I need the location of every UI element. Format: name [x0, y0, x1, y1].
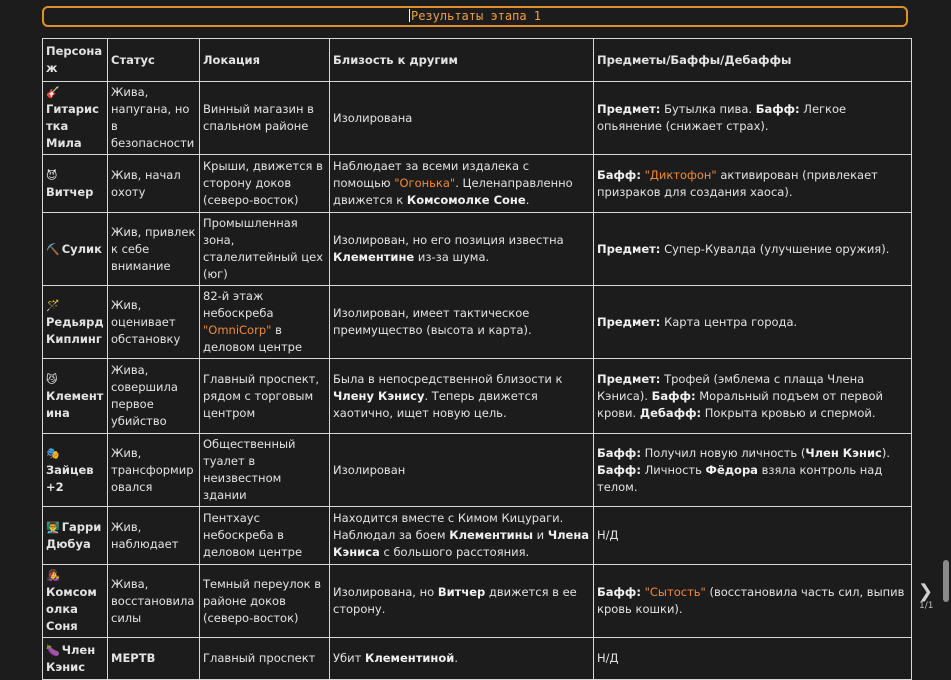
cell-location: Винный магазин в спальном районе: [200, 82, 330, 155]
teacher-icon: 👨‍🏫: [46, 520, 60, 534]
text: Бутылка пива.: [660, 102, 756, 116]
text: Изолирован, имеет тактическое преимущество (высота и карта).: [333, 306, 532, 337]
text: с большого расстояния.: [379, 545, 530, 559]
cell-items: [594, 359, 912, 434]
cell-location: Промышленная зона, сталелитейный цех (юг): [200, 213, 330, 286]
table-row: [43, 565, 912, 638]
table-row: [43, 434, 912, 507]
text: Карта центра города.: [660, 314, 798, 329]
cell-character: [43, 359, 108, 434]
character-name: Зайцев +2: [46, 462, 94, 494]
bold-text: Бафф:: [755, 102, 800, 116]
bold-text: Члена Кэниса: [333, 528, 590, 559]
text: Изолирована: [333, 110, 413, 125]
cell-location: [200, 286, 330, 359]
bold-text: Предмет:: [597, 371, 661, 386]
cell-character: [43, 213, 108, 286]
masks-icon: 🎭: [46, 446, 60, 460]
cell-items: [594, 286, 912, 359]
cell-items: [594, 434, 912, 507]
cell-status: Жива, напугана, но в безопасности: [108, 82, 200, 155]
bold-text: Клементиной: [364, 651, 455, 665]
text: Изолирован, но его позиция известна: [333, 233, 564, 247]
text: Н/Д: [597, 651, 619, 665]
cell-proximity: [330, 565, 594, 638]
page-indicator: 1/1: [919, 601, 934, 611]
text: Покрыта кровью и спермой.: [701, 405, 876, 420]
cell-items: [594, 155, 912, 213]
next-page-icon[interactable]: ❯: [918, 581, 934, 602]
text: . Целенаправленно движется к: [333, 176, 573, 207]
character-name: Сулик: [61, 241, 102, 256]
bold-text: Бафф:: [597, 167, 641, 182]
text: Изолирована, но: [333, 585, 438, 599]
bold-text: Комсомолке Соне: [406, 193, 526, 207]
stage-title: Результаты этапа 1: [410, 9, 542, 23]
cell-location: Крыши, движется в сторону доков (северо-восток): [200, 155, 330, 213]
text: активирован (привлекает призраков для создания хаоса).: [597, 167, 878, 199]
text: Убит: [333, 651, 365, 665]
bold-text: Предмет:: [597, 102, 661, 116]
cell-status: Жива, восстановила силы: [108, 565, 200, 638]
cell-items: [594, 638, 912, 680]
highlight-text: "Сытость": [644, 585, 706, 599]
cell-status: Жив, привлек к себе внимание: [108, 213, 200, 286]
bold-text: Витчер: [437, 585, 486, 599]
cell-proximity: [330, 213, 594, 286]
cell-proximity: [330, 507, 594, 565]
text: Моральный подъем от первой крови.: [597, 388, 884, 420]
devil-icon: 😈: [46, 168, 58, 182]
cell-status: Жив, начал охоту: [108, 155, 200, 213]
highlight-text: "OmniCorp": [203, 323, 272, 337]
table-row: [43, 155, 912, 213]
cell-items: [594, 213, 912, 286]
text: Супер-Кувалда (улучшение оружия).: [660, 241, 890, 256]
character-name: Гарри Дюбуа: [46, 519, 102, 551]
cell-proximity: [330, 638, 594, 680]
cell-location: Пентхаус небоскреба в деловом центре: [200, 507, 330, 565]
stage-title-bar: [42, 6, 908, 27]
text: ).: [881, 445, 890, 460]
character-name: Редьярд Киплинг: [46, 314, 104, 346]
singer-icon: 👩‍🎤: [46, 569, 60, 582]
text: .: [454, 651, 458, 665]
text: взяла контроль над телом.: [597, 462, 883, 494]
bold-text: Бафф:: [597, 462, 641, 477]
character-name: Клементина: [46, 388, 104, 420]
highlight-text: "Диктофон": [644, 167, 717, 182]
cell-location: Темный переулок в районе доков (северо-восток): [200, 565, 330, 638]
cell-proximity: [330, 434, 594, 507]
highlight-text: "Огонька": [394, 176, 456, 190]
header-items: Предметы/Баффы/Дебаффы: [594, 39, 912, 82]
scrollbar-thumb[interactable]: [943, 560, 949, 602]
text: движется в ее сторону.: [333, 585, 577, 616]
cat-icon: 😼: [46, 372, 58, 386]
header-proximity: Близость к другим: [330, 39, 594, 82]
cell-status: Жива, совершила первое убийство: [108, 359, 200, 434]
text: Находится вместе с Кимом Кицураги. Наблюдал за боем: [333, 511, 564, 542]
character-name: Гитаристка Мила: [46, 102, 99, 150]
cell-proximity: [330, 82, 594, 155]
cell-items: [594, 82, 912, 155]
cell-status: МЕРТВ: [108, 638, 200, 680]
text: из-за шума.: [414, 250, 490, 264]
cell-items: [594, 565, 912, 638]
text: (восстановила часть сил, выпив кровь кошки).: [597, 585, 905, 616]
cell-location: Общественный туалет в неизвестном здании: [200, 434, 330, 507]
header-status: Статус: [108, 39, 200, 82]
text: и: [533, 528, 548, 542]
text: Была в непосредственной близости к: [333, 371, 563, 386]
cell-character: [43, 155, 108, 213]
cell-character: [43, 507, 108, 565]
bold-text: Клементине: [333, 250, 415, 264]
text: Изолирован: [333, 462, 406, 477]
text: .: [525, 193, 530, 207]
bold-text: Предмет:: [597, 241, 661, 256]
bold-text: Дебафф:: [639, 405, 702, 420]
character-name: Витчер: [46, 184, 94, 199]
cell-character: [43, 82, 108, 155]
text: 82-й этаж небоскреба: [203, 289, 274, 320]
results-table: [42, 38, 912, 680]
bold-text: Члену Кэнису: [333, 388, 425, 403]
cell-character: [43, 434, 108, 507]
character-name: Комсомолка Соня: [46, 585, 97, 633]
table-row: [43, 82, 912, 155]
cell-status: Жив, оценивает обстановку: [108, 286, 200, 359]
table-row: [43, 213, 912, 286]
cell-location: Главный проспект, рядом с торговым центром: [200, 359, 330, 434]
wand-icon: 🪄: [46, 298, 60, 312]
text: Получил новую личность (: [640, 445, 806, 460]
bold-text: Бафф:: [651, 388, 696, 403]
table-body: [43, 82, 912, 680]
cell-proximity: [330, 155, 594, 213]
cell-status: Жив, трансформировался: [108, 434, 200, 507]
text: в деловом центре: [203, 323, 303, 354]
text: Личность: [640, 462, 706, 477]
guitar-icon: 🎸: [46, 86, 60, 99]
bold-text: Бафф:: [597, 445, 641, 460]
cell-status: Жив, наблюдает: [108, 507, 200, 565]
cell-character: [43, 638, 108, 680]
cell-items: [594, 507, 912, 565]
bold-text: Член Кэнис: [805, 445, 882, 460]
bold-text: Фёдора: [705, 462, 758, 477]
table-row: [43, 286, 912, 359]
header-location: Локация: [200, 39, 330, 82]
text: Н/Д: [597, 528, 619, 542]
table-header-row: [43, 39, 912, 82]
text: . Теперь движется хаотично, ищет новую цель.: [333, 388, 538, 420]
text: Легкое опьянение (снижает страх).: [597, 102, 847, 133]
bold-text: Клементины: [449, 528, 534, 542]
bold-text: Бафф:: [597, 585, 641, 599]
cell-proximity: [330, 286, 594, 359]
text-caret: [409, 9, 410, 22]
cell-proximity: [330, 359, 594, 434]
table-row: [43, 507, 912, 565]
text: Трофей (эмблема с плаща Члена Кэниса).: [597, 371, 865, 403]
character-name: Член Кэнис: [46, 642, 96, 674]
cell-character: [43, 565, 108, 638]
text: Наблюдает за всеми издалека с помощью: [333, 159, 530, 190]
table-row: [43, 638, 912, 680]
eggplant-icon: 🍆: [46, 643, 60, 657]
cell-location: Главный проспект: [200, 638, 330, 680]
header-character: Персонаж: [43, 39, 108, 82]
pickaxe-icon: ⛏️: [46, 242, 60, 256]
bold-text: Предмет:: [597, 314, 661, 329]
table-row: [43, 359, 912, 434]
cell-character: [43, 286, 108, 359]
